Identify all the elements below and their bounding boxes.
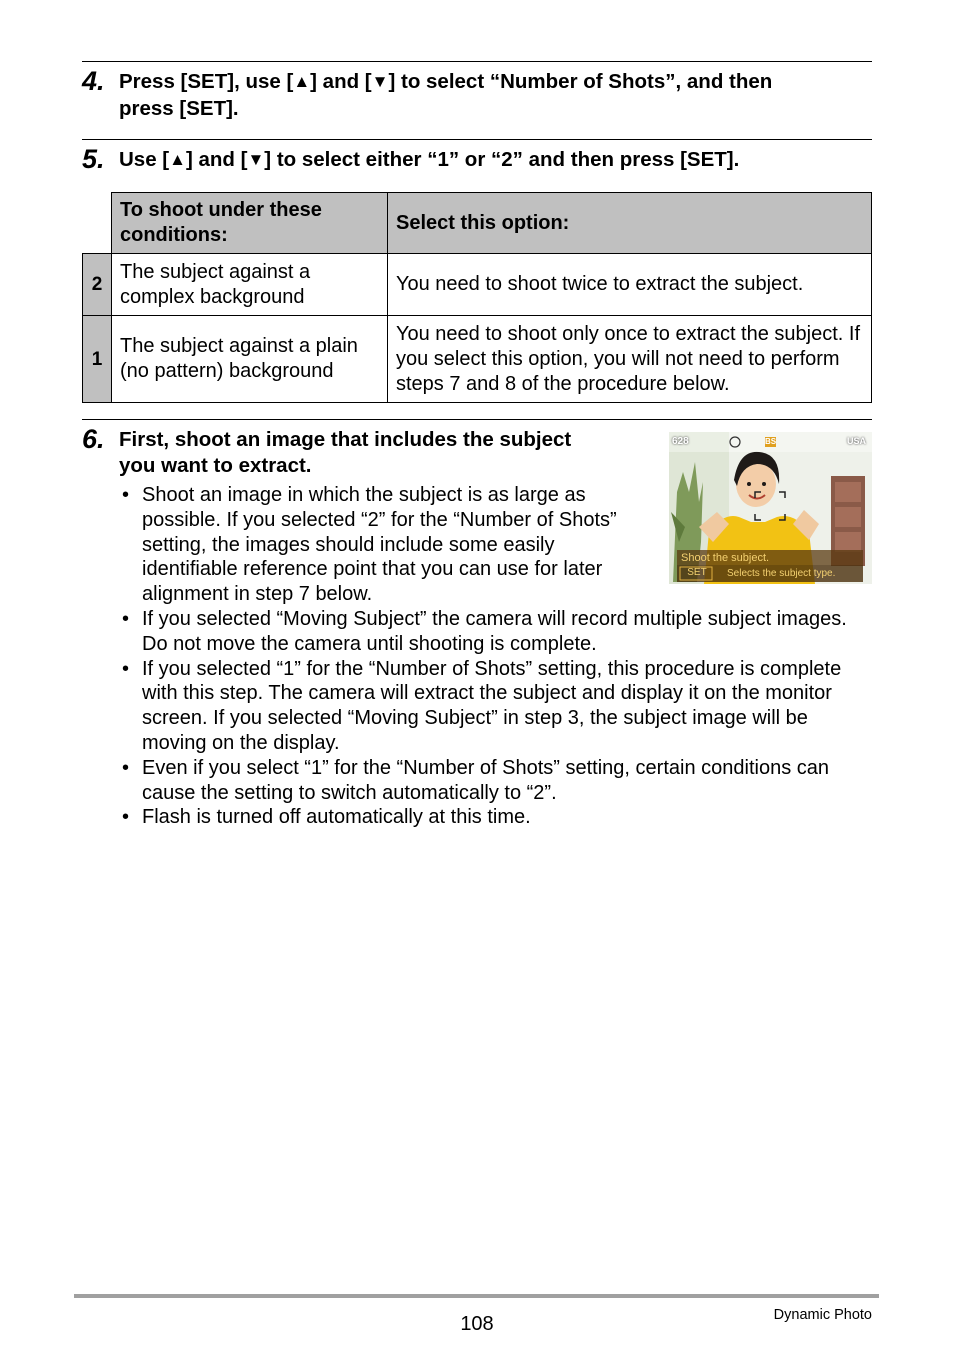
list-item — [120, 483, 636, 607]
camera-message: Shoot the subject. — [681, 552, 770, 564]
step-4-text-part: ] to select “Number of Shots”, and then — [388, 70, 773, 93]
header-option: Select this option: — [388, 193, 872, 254]
bullet-mark: • — [122, 484, 130, 506]
list-item — [120, 607, 872, 657]
camera-set-label: SET — [687, 567, 707, 578]
chapter-title: Dynamic Photo — [773, 1307, 872, 1323]
list-item — [120, 805, 872, 830]
step-6-heading-line1: First, shoot an image that includes the subject — [119, 428, 572, 451]
bullet-mark: • — [122, 806, 130, 829]
table-row — [83, 316, 872, 403]
step-6-number: 6. — [82, 424, 105, 454]
bullet-text: Even if you select “1” for the “Number of Shots” setting, certain conditions can cause the setting to switch automatically to “2”. — [142, 756, 829, 804]
option-key: 2 — [83, 254, 112, 316]
footer-rule — [74, 1294, 879, 1298]
step-4-number: 4. — [82, 66, 105, 96]
bullet-mark: • — [122, 607, 130, 630]
header-conditions: To shoot under these conditions: — [112, 193, 388, 254]
rule-step-6 — [82, 419, 872, 420]
step-5-text-part: ] and [ — [185, 148, 248, 171]
step-5-text-part: ] to select either “1” or “2” and then press [SET]. — [264, 148, 740, 171]
camera-quality: USA — [846, 436, 866, 446]
up-arrow-icon: ▲ — [169, 150, 186, 169]
bullet-mark: • — [122, 756, 130, 779]
bullet-text: If you selected “Moving Subject” the camera will record multiple subject images. Do not move the camera until shooting is complete. — [142, 607, 847, 655]
step-4-text-part: Press [SET], use [ — [119, 70, 294, 93]
down-arrow-icon: ▼ — [247, 150, 265, 169]
table-row — [83, 254, 872, 316]
condition-cell: The subject against a complex background — [112, 254, 388, 316]
bullet-mark: • — [122, 657, 130, 680]
table-corner — [83, 193, 112, 254]
step-4-text — [119, 69, 772, 122]
step-6-heading — [119, 427, 571, 479]
step-5-text-part: Use [ — [119, 148, 170, 171]
step-6-heading-line2: you want to extract. — [119, 454, 312, 477]
up-arrow-icon: ▲ — [293, 72, 311, 91]
rule-step-5 — [82, 139, 872, 140]
step-4-text-line2: press [SET]. — [119, 97, 239, 120]
condition-cell: The subject against a plain (no pattern) background — [112, 316, 388, 403]
option-key: 1 — [83, 316, 112, 403]
page-number: 108 — [460, 1313, 494, 1335]
rule-top — [82, 61, 872, 62]
step-4-text-part: ] and [ — [310, 70, 372, 93]
bullet-text: Flash is turned off automatically at this time. — [142, 806, 531, 829]
camera-shots-remaining: 628 — [672, 436, 689, 447]
list-item — [120, 657, 872, 756]
option-cell: You need to shoot twice to extract the subject. — [388, 254, 872, 316]
options-table — [82, 192, 872, 403]
step-5-number: 5. — [82, 144, 105, 174]
option-cell: You need to shoot only once to extract the subject. If you select this option, you will not need to perform steps 7 and 8 of the procedure below. — [388, 316, 872, 403]
list-item — [120, 756, 872, 806]
step-5-text — [119, 147, 739, 174]
camera-set-hint: Selects the subject type. — [727, 568, 836, 579]
down-arrow-icon: ▼ — [371, 72, 389, 91]
camera-mode-badge: BS — [765, 437, 777, 446]
camera-screen-image — [669, 432, 872, 584]
bullet-text: Shoot an image in which the subject is as large as possible. If you selected “2” for the “Number of Shots” setting, the images should include some easily identifiable reference point that you can use for later alignment in step 7 below. — [142, 484, 617, 606]
bullet-text: If you selected “1” for the “Number of Shots” setting, this procedure is complete with this step. The camera will extract the subject and display it on the monitor screen. If you selected “Moving Subject” in step 3, the subject image will be moving on the display. — [142, 657, 842, 754]
